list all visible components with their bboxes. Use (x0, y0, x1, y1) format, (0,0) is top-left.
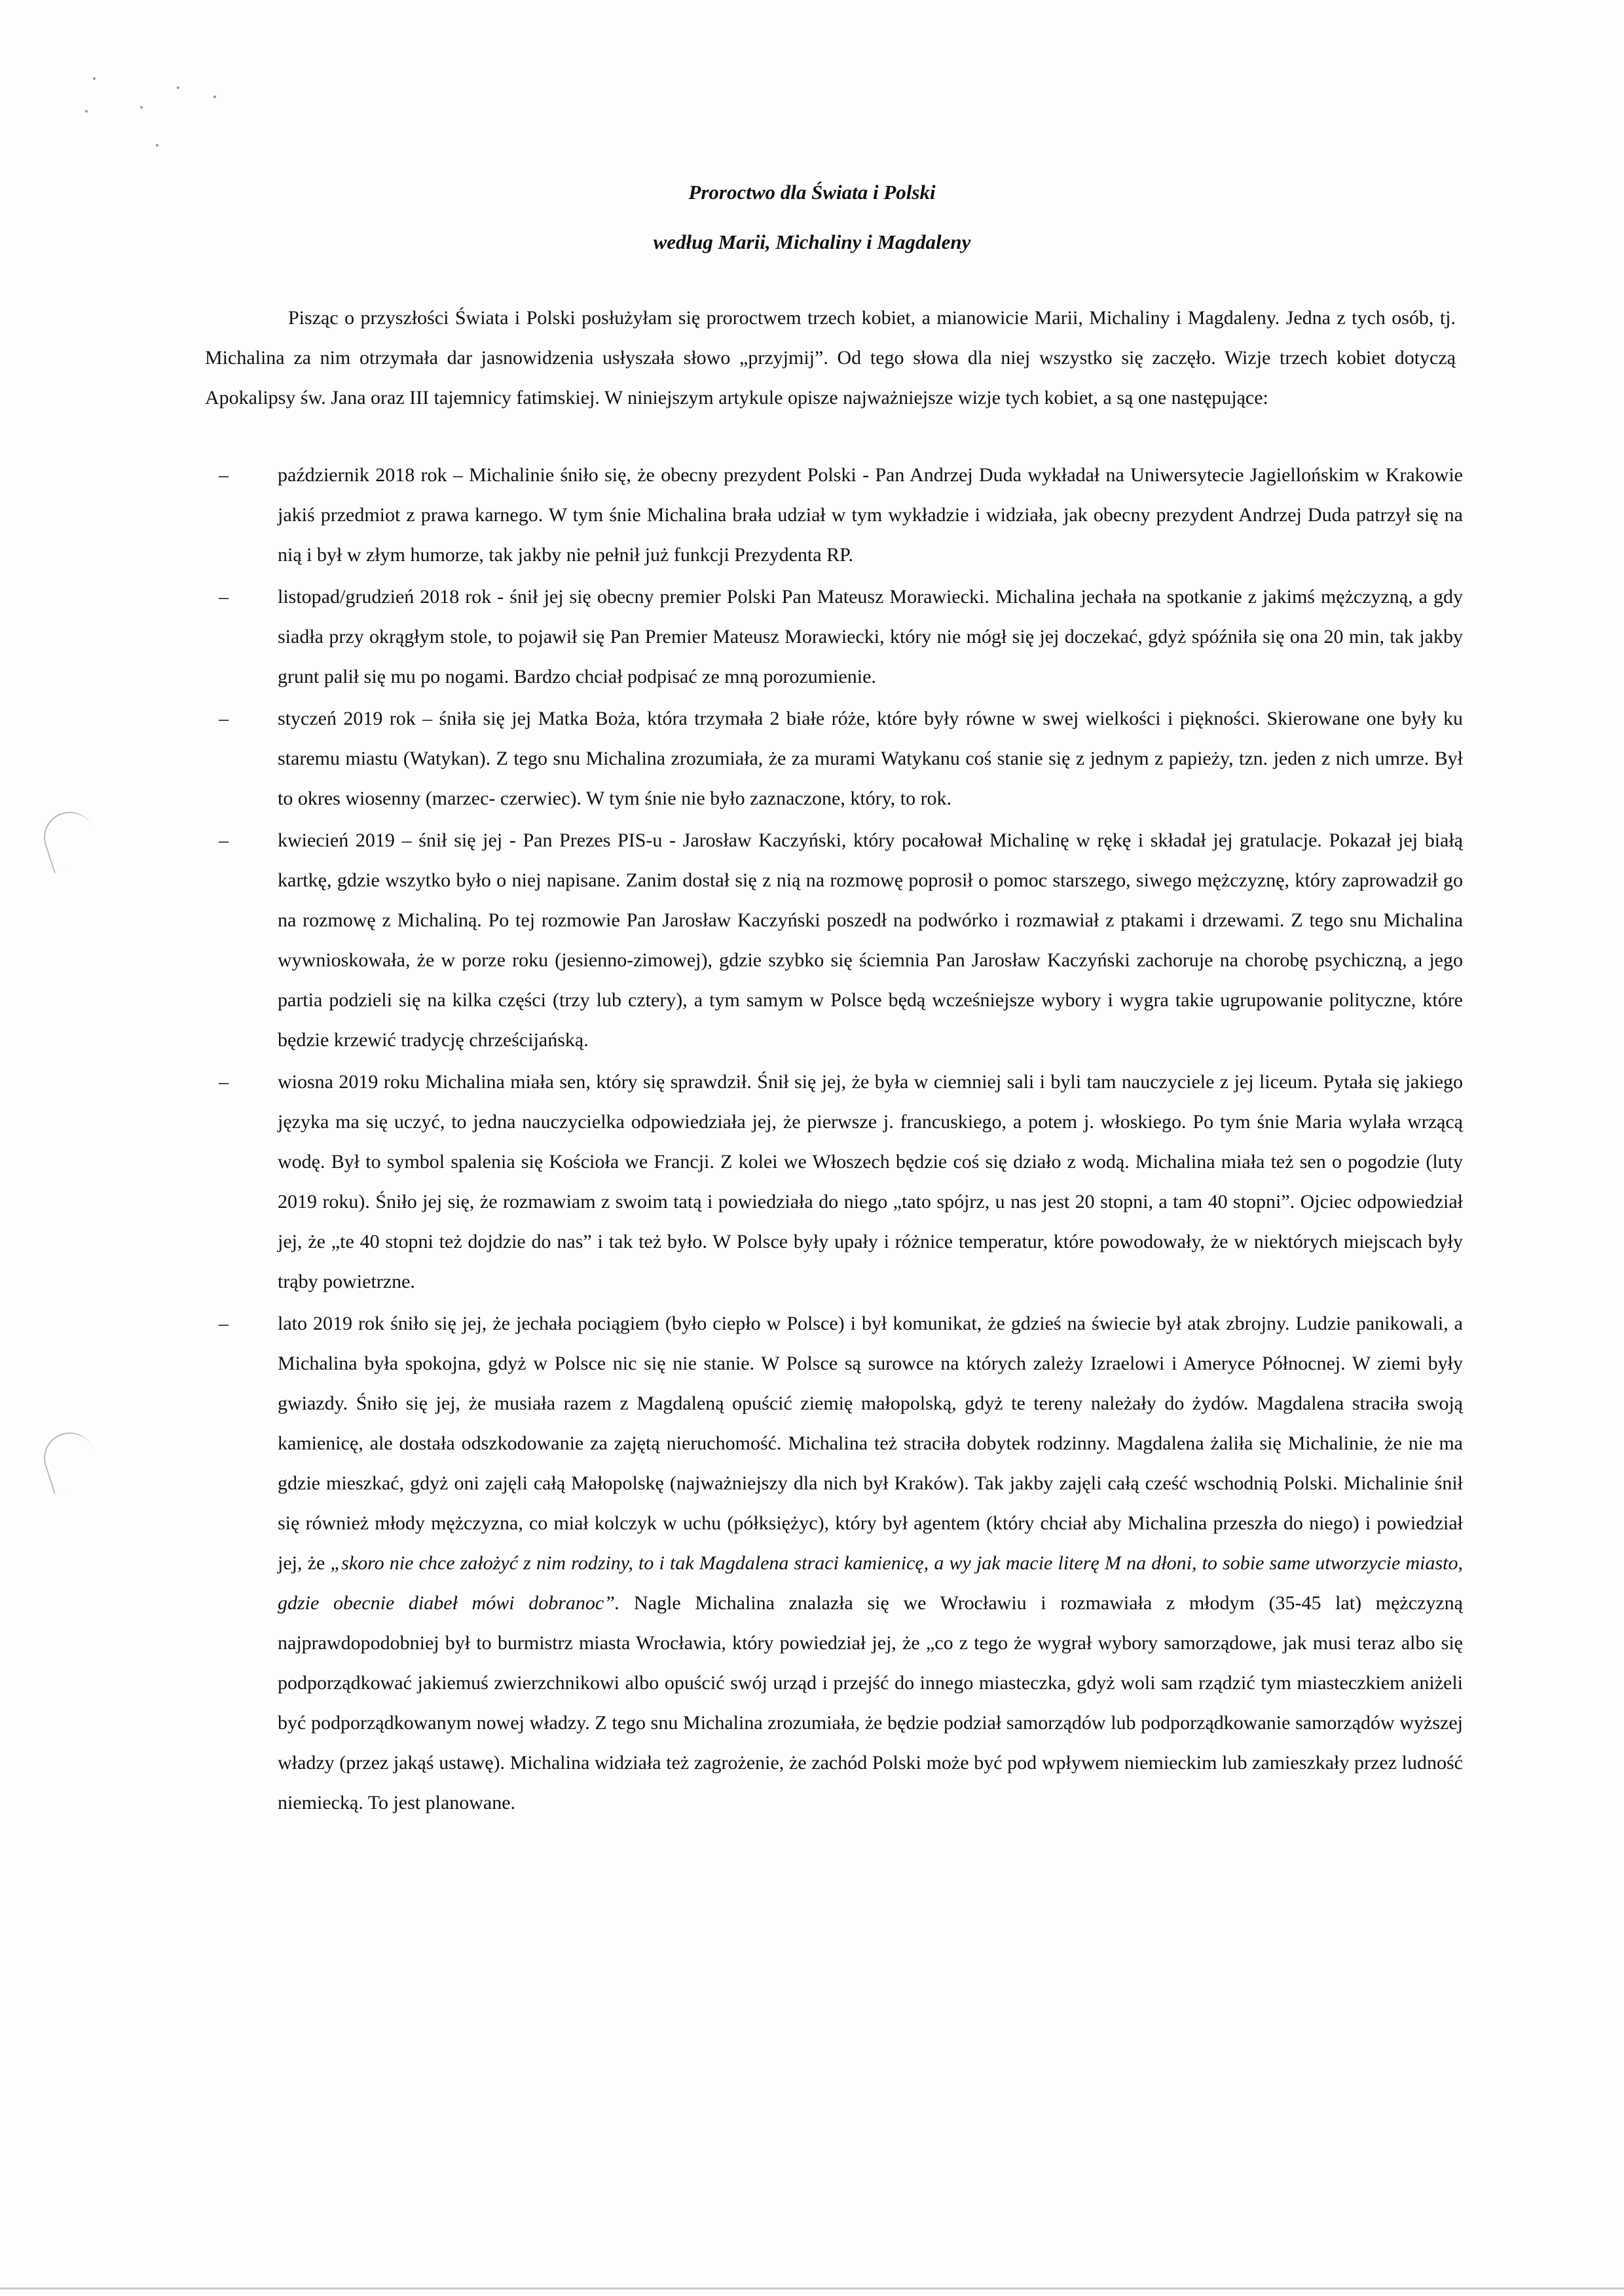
punch-hole-mark (37, 805, 103, 873)
list-item (219, 699, 1463, 818)
dash-bullet: – (219, 1313, 229, 1334)
list-item-text: wiosna 2019 roku Michalina miała sen, który się sprawdził. Śnił się jej, że była w ciemniej sali i byli tam nauczyciele z jej liceum. Pytała się jakiego języka ma się uczyć, to jedna nauczycielka odpowiedziała jej, że pierwsze j. francuskiego, a potem j. włoskiego. Po tym śnie Maria wylała wrzącą wodę. Był to symbol spalenia się Kościoła we Francji. Z kolei we Włoszech będzie coś się działo z wodą. Michalina miała też sen o pogodzie (luty 2019 roku). Śniło jej się, że rozmawiam z swoim tatą i powiedziała do niego „tato spójrz, u nas jest 20 stopni, a tam 40 stopni”. Ojciec odpowiedział jej, że „te 40 stopni też dojdzie do nas” i tak też było. W Polsce były upały i różnice temperatur, które powodowały, że w niektórych miejscach były trąby powietrzne. (278, 1071, 1463, 1292)
scan-speck (156, 144, 158, 147)
dash-bullet: – (219, 708, 229, 729)
punch-hole-mark (37, 1426, 103, 1494)
list-item (219, 1303, 1463, 1823)
list-item-text: kwiecień 2019 – śnił się jej - Pan Prezes PIS-u - Jarosław Kaczyński, który pocałował Michalinę w rękę i składał jej gratulacje. Pokazał jej białą kartkę, gdzie wszytko było o niej napisane. Zanim dostał się z nią na rozmowę poprosił o pomoc starszego, siwego mężczyznę, który zaprowadził go na rozmowę z Michaliną. Po tej rozmowie Pan Jarosław Kaczyński poszedł na podwórko i rozmawiał z ptakami i drzewami. Z tego snu Michalina wywnioskowała, że w porze roku (jesienno-zimowej), gdzie szybko się ściemnia Pan Jarosław Kaczyński zachoruje na chorobę psychiczną, a jego partia podzieli się na kilka części (trzy lub cztery), a tym samym w Polsce będą wcześniejsze wybory i wygra takie ugrupowanie polityczne, które będzie krzewić tradycję chrześcijańską. (278, 829, 1463, 1051)
scan-speck (140, 106, 143, 109)
list-item-text (278, 1313, 1463, 1813)
italic-quote: „skoro nie chce założyć z nim rodziny, to i tak Magdalena straci kamienicę, a wy jak macie literę M na dłoni, to sobie same utworzycie miasto, gdzie obecnie diabeł mówi dobranoc”. (278, 1552, 1463, 1614)
list-item (219, 1062, 1463, 1302)
list-item-text: styczeń 2019 rok – śniła się jej Matka Boża, która trzymała 2 białe róże, które były równe w swej wielkości i piękności. Skierowane one były ku staremu miastu (Watykan). Z tego snu Michalina zrozumiała, że za murami Watykanu coś stanie się z jednym z papieży, tzn. jeden z nich umrze. Był to okres wiosenny (marzec- czerwiec). W tym śnie nie było zaznaczone, który, to rok. (278, 708, 1463, 809)
list-item-text: październik 2018 rok – Michalinie śniło się, że obecny prezydent Polski - Pan Andrzej Duda wykładał na Uniwersytecie Jagiellońskim w Krakowie jakiś przedmiot z prawa karnego. W tym śnie Michalina brała udział w tym wykładzie i widziała, jak obecny prezydent Andrzej Duda patrzył się na nią i był w złym humorze, tak jakby nie pełnił już funkcji Prezydenta RP. (278, 464, 1463, 566)
scan-edge-line (0, 2287, 1624, 2289)
dash-bullet: – (219, 586, 229, 608)
document-subtitle: według Marii, Michaliny i Magdaleny (653, 230, 971, 253)
scan-speck (213, 96, 216, 98)
scan-speck (85, 110, 88, 113)
list-item (219, 455, 1463, 575)
document-title: Proroctwo dla Świata i Polski (688, 181, 936, 204)
dash-bullet: – (219, 829, 229, 851)
list-item-text-part: Nagle Michalina znalazła się we Wrocławiu i rozmawiała z młodym (35-45 lat) mężczyzną najprawdopodobniej był to burmistrz miasta Wrocławia, który powiedział jej, że „co z tego że wygrał wybory samorządowe, jak musi teraz albo się podporządkować jakiemuś zwierzchnikowi albo opuścić swój urząd i przejść do innego miasteczka, gdyż woli sam rządzić tym miasteczkiem aniżeli być podporządkowanym nowej władzy. Z tego snu Michalina zrozumiała, że będzie podział samorządów lub podporządkowanie samorządów wyższej władzy (przez jakąś ustawę). Michalina widziała też zagrożenie, że zachód Polski może być pod wpływem niemieckim lub zamieszkały przez ludność niemiecką. To jest planowane. (278, 1592, 1463, 1813)
list-item-text: listopad/grudzień 2018 rok - śnił jej się obecny premier Polski Pan Mateusz Morawiecki. Michalina jechała na spotkanie z jakimś mężczyzną, a gdy siadła przy okrągłym stole, to pojawił się Pan Premier Mateusz Morawiecki, który nie mógł się jej doczekać, gdyż spóźniła się ona 20 min, tak jakby grunt palił się mu po nogami. Bardzo chciał podpisać ze mną porozumienie. (278, 586, 1463, 687)
dash-bullet: – (219, 1071, 229, 1093)
scan-speck (93, 77, 96, 80)
list-item (219, 820, 1463, 1060)
vision-list (219, 455, 1463, 1825)
intro-paragraph: Pisząc o przyszłości Świata i Polski posłużyłam się proroctwem trzech kobiet, a mianowicie Marii, Michaliny i Magdaleny. Jedna z tych osób, tj. Michalina za nim otrzymała dar jasnowidzenia usłyszała słowo „przyjmij”. Od tego słowa dla niej wszystko się zaczęło. Wizje trzech kobiet dotyczą Apokalipsy św. Jana oraz III tajemnicy fatimskiej. W niniejszym artykule opisze najważniejsze wizje tych kobiet, a są one następujące: (205, 307, 1456, 409)
dash-bullet: – (219, 464, 229, 486)
list-item (219, 577, 1463, 697)
scan-speck (177, 86, 179, 89)
list-item-text-part: lato 2019 rok śniło się jej, że jechała pociągiem (było ciepło w Polsce) i był komunikat, że gdzieś na świecie był atak zbrojny. Ludzie panikowali, a Michalina była spokojna, gdyż w Polsce nic się nie stanie. W Polsce są surowce na których zależy Izraelowi i Ameryce Północnej. W ziemi były gwiazdy. Śniło się jej, że musiała razem z Magdaleną opuścić ziemię małopolską, gdyż te tereny należały do żydów. Magdalena straciła swoją kamienicę, ale dostała odszkodowanie za zajętą nieruchomość. Michalina też straciła dobytek rodzinny. Magdalena żaliła się Michalinie, że nie ma gdzie mieszkać, gdyż oni zajęli całą Małopolskę (najważniejszy dla nich był Kraków). Tak jakby zajęli całą cześć wschodnią Polski. Michalinie śnił się również młody mężczyzna, co miał kolczyk w uchu (półksiężyc), który był agentem (który chciał aby Michalina przeszła do niego) i powiedział jej, że (278, 1313, 1463, 1574)
